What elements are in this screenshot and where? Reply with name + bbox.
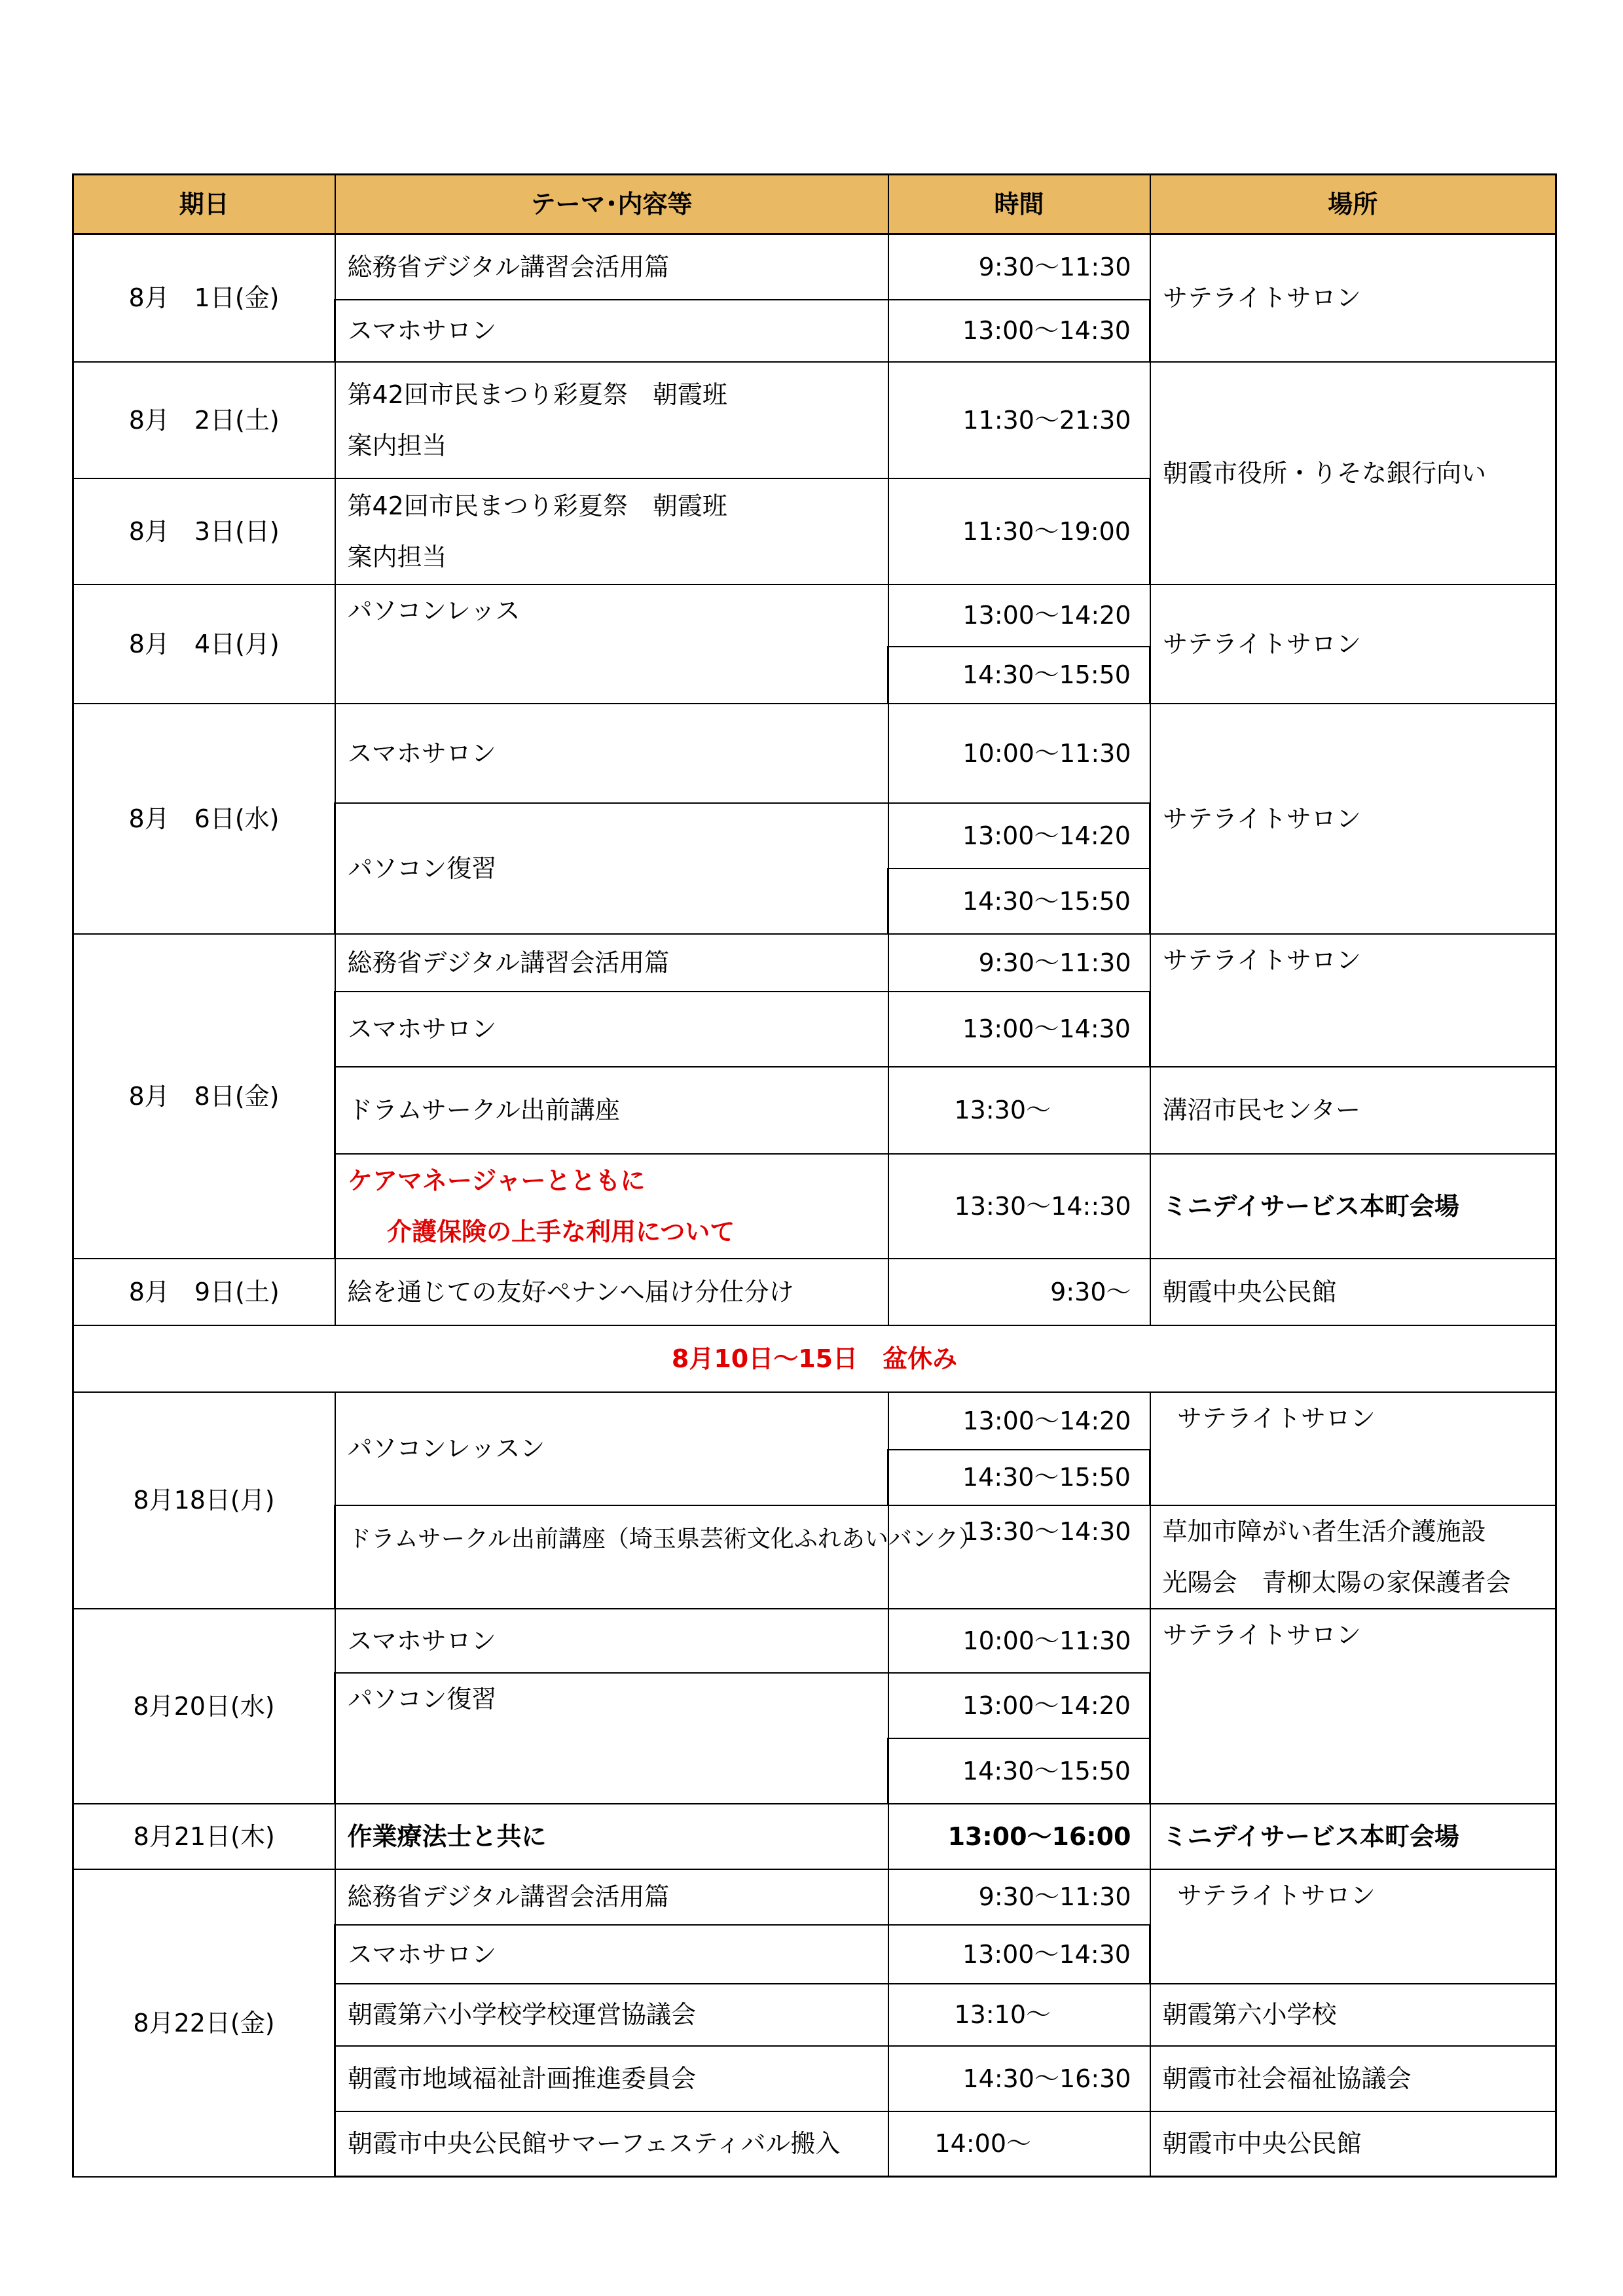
place-cell: サテライトサロン <box>1150 1869 1556 1984</box>
place-cell: 朝霞中央公民館 <box>1150 1259 1556 1325</box>
header-place: 場所 <box>1150 175 1556 234</box>
topic-cell: 絵を通じての友好ペナンへ届け分仕分け <box>335 1259 888 1325</box>
table-row <box>73 584 1556 647</box>
time-cell: 13:00～14:30 <box>888 992 1150 1067</box>
header-date: 期日 <box>73 175 335 234</box>
place-cell: 朝霞市役所・りそな銀行向い <box>1150 362 1556 584</box>
topic-cell: 朝霞市地域福祉計画推進委員会 <box>335 2046 888 2111</box>
topic-line: 介護保険の上手な利用について <box>387 1217 735 1246</box>
time-cell: 13:00～14:30 <box>888 300 1150 362</box>
place-cell: サテライトサロン <box>1150 934 1556 1067</box>
time-cell: 13:00～14:20 <box>888 584 1150 647</box>
topic-cell <box>335 478 888 584</box>
date-cell: 8月 3日(日) <box>73 478 335 584</box>
topic-line: ケアマネージャーとともに <box>348 1166 646 1195</box>
time-cell: 10:00～11:30 <box>888 704 1150 803</box>
place-line: 草加市障がい者生活介護施設 <box>1162 1516 1486 1546</box>
place-cell: サテライトサロン <box>1150 1392 1556 1505</box>
topic-cell: スマホサロン <box>335 1609 888 1673</box>
date-cell: 8月18日(月) <box>73 1392 335 1609</box>
topic-line: 第42回市民まつり彩夏祭 朝霞班 <box>347 380 727 409</box>
topic-line: 案内担当 <box>347 542 447 571</box>
time-cell: 13:00～14:30 <box>888 1925 1150 1984</box>
topic-cell: パソコンレッス <box>335 584 888 704</box>
topic-line: 案内担当 <box>347 431 447 460</box>
place-cell: 朝霞市中央公民館 <box>1150 2111 1556 2177</box>
topic-cell <box>335 1154 888 1259</box>
time-cell: 13:00～14:20 <box>888 803 1150 869</box>
table-row <box>73 1804 1556 1869</box>
date-cell: 8月 1日(金) <box>73 234 335 362</box>
place-cell <box>1150 1505 1556 1609</box>
date-cell: 8月 9日(土) <box>73 1259 335 1325</box>
topic-cell: スマホサロン <box>335 1925 888 1984</box>
place-cell: サテライトサロン <box>1150 234 1556 362</box>
topic-cell: ドラムサークル出前講座（埼玉県芸術文化ふれあいバンク） <box>335 1505 888 1609</box>
time-cell: 9:30～11:30 <box>888 1869 1150 1925</box>
time-cell: 13:00～16:00 <box>888 1804 1150 1869</box>
time-cell: 14:30～15:50 <box>888 869 1150 934</box>
place-cell: 溝沼市民センター <box>1150 1067 1556 1154</box>
time-cell: 13:30～ <box>888 1067 1150 1154</box>
time-cell: 9:30～11:30 <box>888 934 1150 992</box>
topic-cell: パソコン復習 <box>335 1673 888 1804</box>
table-row <box>73 234 1556 300</box>
table-row <box>73 1259 1556 1325</box>
header-topic: テーマ･内容等 <box>335 175 888 234</box>
place-cell: 朝霞第六小学校 <box>1150 1984 1556 2046</box>
topic-cell: パソコンレッスン <box>335 1392 888 1505</box>
place-cell: 朝霞市社会福祉協議会 <box>1150 2046 1556 2111</box>
topic-cell: 朝霞市中央公民館サマーフェスティバル搬入 <box>335 2111 888 2177</box>
place-cell: サテライトサロン <box>1150 584 1556 704</box>
time-cell: 9:30～11:30 <box>888 234 1150 300</box>
table-row <box>73 1869 1556 1925</box>
schedule-table <box>72 173 1557 2178</box>
table-row <box>73 1609 1556 1673</box>
topic-line: 第42回市民まつり彩夏祭 朝霞班 <box>347 491 727 520</box>
date-cell: 8月 8日(金) <box>73 934 335 1259</box>
date-cell: 8月 4日(月) <box>73 584 335 704</box>
time-cell: 14:30～15:50 <box>888 1450 1150 1505</box>
topic-cell: 朝霞第六小学校学校運営協議会 <box>335 1984 888 2046</box>
time-cell: 13:00～14:20 <box>888 1673 1150 1738</box>
table-row <box>73 704 1556 803</box>
table-header-row <box>73 175 1556 234</box>
date-cell: 8月21日(木) <box>73 1804 335 1869</box>
time-cell: 14:30～15:50 <box>888 1738 1150 1804</box>
time-cell: 10:00～11:30 <box>888 1609 1150 1673</box>
topic-cell: パソコン復習 <box>335 803 888 934</box>
place-line: 光陽会 青柳太陽の家保護者会 <box>1162 1568 1511 1597</box>
time-cell: 13:30～14::30 <box>888 1154 1150 1259</box>
place-cell: サテライトサロン <box>1150 1609 1556 1804</box>
topic-cell: スマホサロン <box>335 704 888 803</box>
holiday-row <box>73 1325 1556 1392</box>
time-cell: 13:00～14:20 <box>888 1392 1150 1450</box>
time-cell: 11:30～19:00 <box>888 478 1150 584</box>
table-row <box>73 934 1556 992</box>
time-cell: 14:30～15:50 <box>888 647 1150 704</box>
header-time: 時間 <box>888 175 1150 234</box>
topic-cell <box>335 362 888 478</box>
date-cell: 8月 2日(土) <box>73 362 335 478</box>
date-cell: 8月20日(水) <box>73 1609 335 1804</box>
holiday-notice: 8月10日～15日 盆休み <box>73 1325 1556 1392</box>
place-cell: サテライトサロン <box>1150 704 1556 934</box>
topic-cell: 総務省デジタル講習会活用篇 <box>335 934 888 992</box>
date-cell: 8月 6日(水) <box>73 704 335 934</box>
topic-cell: 作業療法士と共に <box>335 1804 888 1869</box>
topic-cell: スマホサロン <box>335 300 888 362</box>
topic-cell: 総務省デジタル講習会活用篇 <box>335 234 888 300</box>
time-cell: 14:00～ <box>888 2111 1150 2177</box>
time-cell: 14:30～16:30 <box>888 2046 1150 2111</box>
topic-cell: ドラムサークル出前講座 <box>335 1067 888 1154</box>
topic-cell: スマホサロン <box>335 992 888 1067</box>
table-row <box>73 1392 1556 1450</box>
place-cell: ミニデイサービス本町会場 <box>1150 1154 1556 1259</box>
date-cell: 8月22日(金) <box>73 1869 335 2177</box>
table-row <box>73 362 1556 478</box>
time-cell: 13:30～14:30 <box>888 1505 1150 1609</box>
time-cell: 13:10～ <box>888 1984 1150 2046</box>
topic-cell: 総務省デジタル講習会活用篇 <box>335 1869 888 1925</box>
place-cell: ミニデイサービス本町会場 <box>1150 1804 1556 1869</box>
time-cell: 9:30～ <box>888 1259 1150 1325</box>
time-cell: 11:30～21:30 <box>888 362 1150 478</box>
